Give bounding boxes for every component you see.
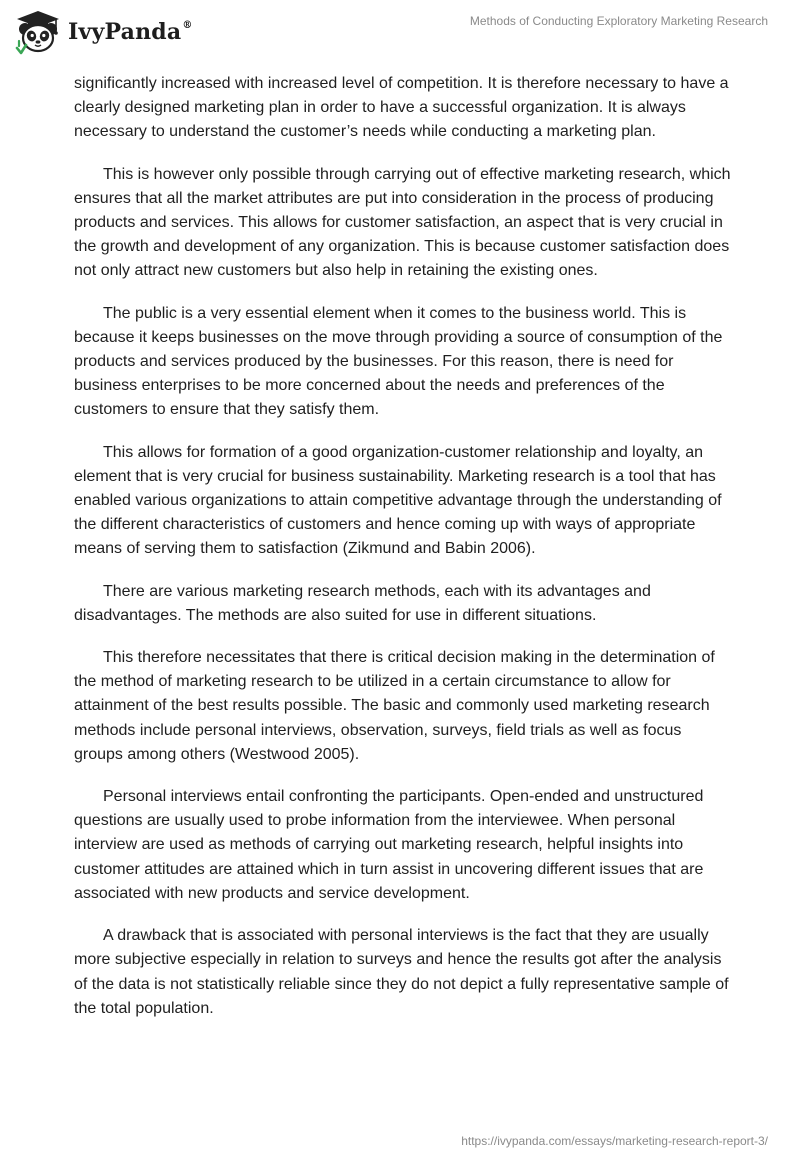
brand-name bbox=[68, 19, 193, 45]
paragraph: This therefore necessitates that there is critical decision making in the determination of the method of marketing research to be utilized in a certain circumstance to allow for attainment of the best results possible. The basic and commonly used marketing research methods include personal interviews, observation, surveys, field trials as well as focus groups among others (Westwood 2005). bbox=[74, 649, 715, 763]
document-title: Methods of Conducting Exploratory Marketing Research bbox=[469, 14, 768, 28]
essay-body bbox=[74, 72, 734, 1039]
paragraph: This is however only possible through carrying out of effective marketing research, which ensures that all the market attributes are put into consideration in the process of producing products and services. This allows for customer satisfaction, an aspect that is very crucial in the growth and development of any organization. This is because customer satisfaction does not only attract new customers but also help in retaining the existing ones. bbox=[74, 165, 731, 280]
panda-graduate-icon bbox=[14, 8, 62, 56]
registered-mark: ® bbox=[182, 19, 193, 31]
paragraph: A drawback that is associated with personal interviews is the fact that they are usually more subjective especially in relation to surveys and hence the results got after the analysis of the data is not statistically reliable since they do not depict a fully representative sample of the total population. bbox=[74, 927, 729, 1017]
paragraph: The public is a very essential element when it comes to the business world. This is because it keeps businesses on the move through providing a source of consumption of the products and services produced by the businesses. For this reason, there is need for business enterprises to be more concerned about the needs and preferences of the customers to ensure that they satisfy them. bbox=[74, 304, 723, 419]
paragraph: Personal interviews entail confronting the participants. Open-ended and unstructured questions are usually used to probe information from the interviewee. When personal interview are used as methods of carrying out marketing research, helpful insights into customer attitudes are attained which in turn assist in uncovering different issues that are associated with new products and service development. bbox=[74, 788, 704, 902]
paragraph: This allows for formation of a good organization-customer relationship and loyalty, an element that is very crucial for business sustainability. Marketing research is a tool that has enabled various organizations to attain competitive advantage through the understanding of the different characteristics of customers and hence coming up with ways of appropriate means of serving them to satisfaction (Zikmund and Babin 2006). bbox=[74, 443, 722, 558]
paragraph: significantly increased with increased level of competition. It is therefore necessary to have a clearly designed marketing plan in order to have a successful organization. It is always necessary to understand the customer’s needs while conducting a marketing plan. bbox=[74, 75, 729, 141]
brand-logo[interactable] bbox=[14, 8, 193, 56]
page-header bbox=[0, 0, 800, 64]
brand-name-text: IvyPanda bbox=[68, 19, 182, 45]
source-url-link[interactable]: https://ivypanda.com/essays/marketing-research-report-3/ bbox=[461, 1134, 768, 1148]
paragraph: There are various marketing research methods, each with its advantages and disadvantages. The methods are also suited for use in different situations. bbox=[74, 582, 651, 624]
